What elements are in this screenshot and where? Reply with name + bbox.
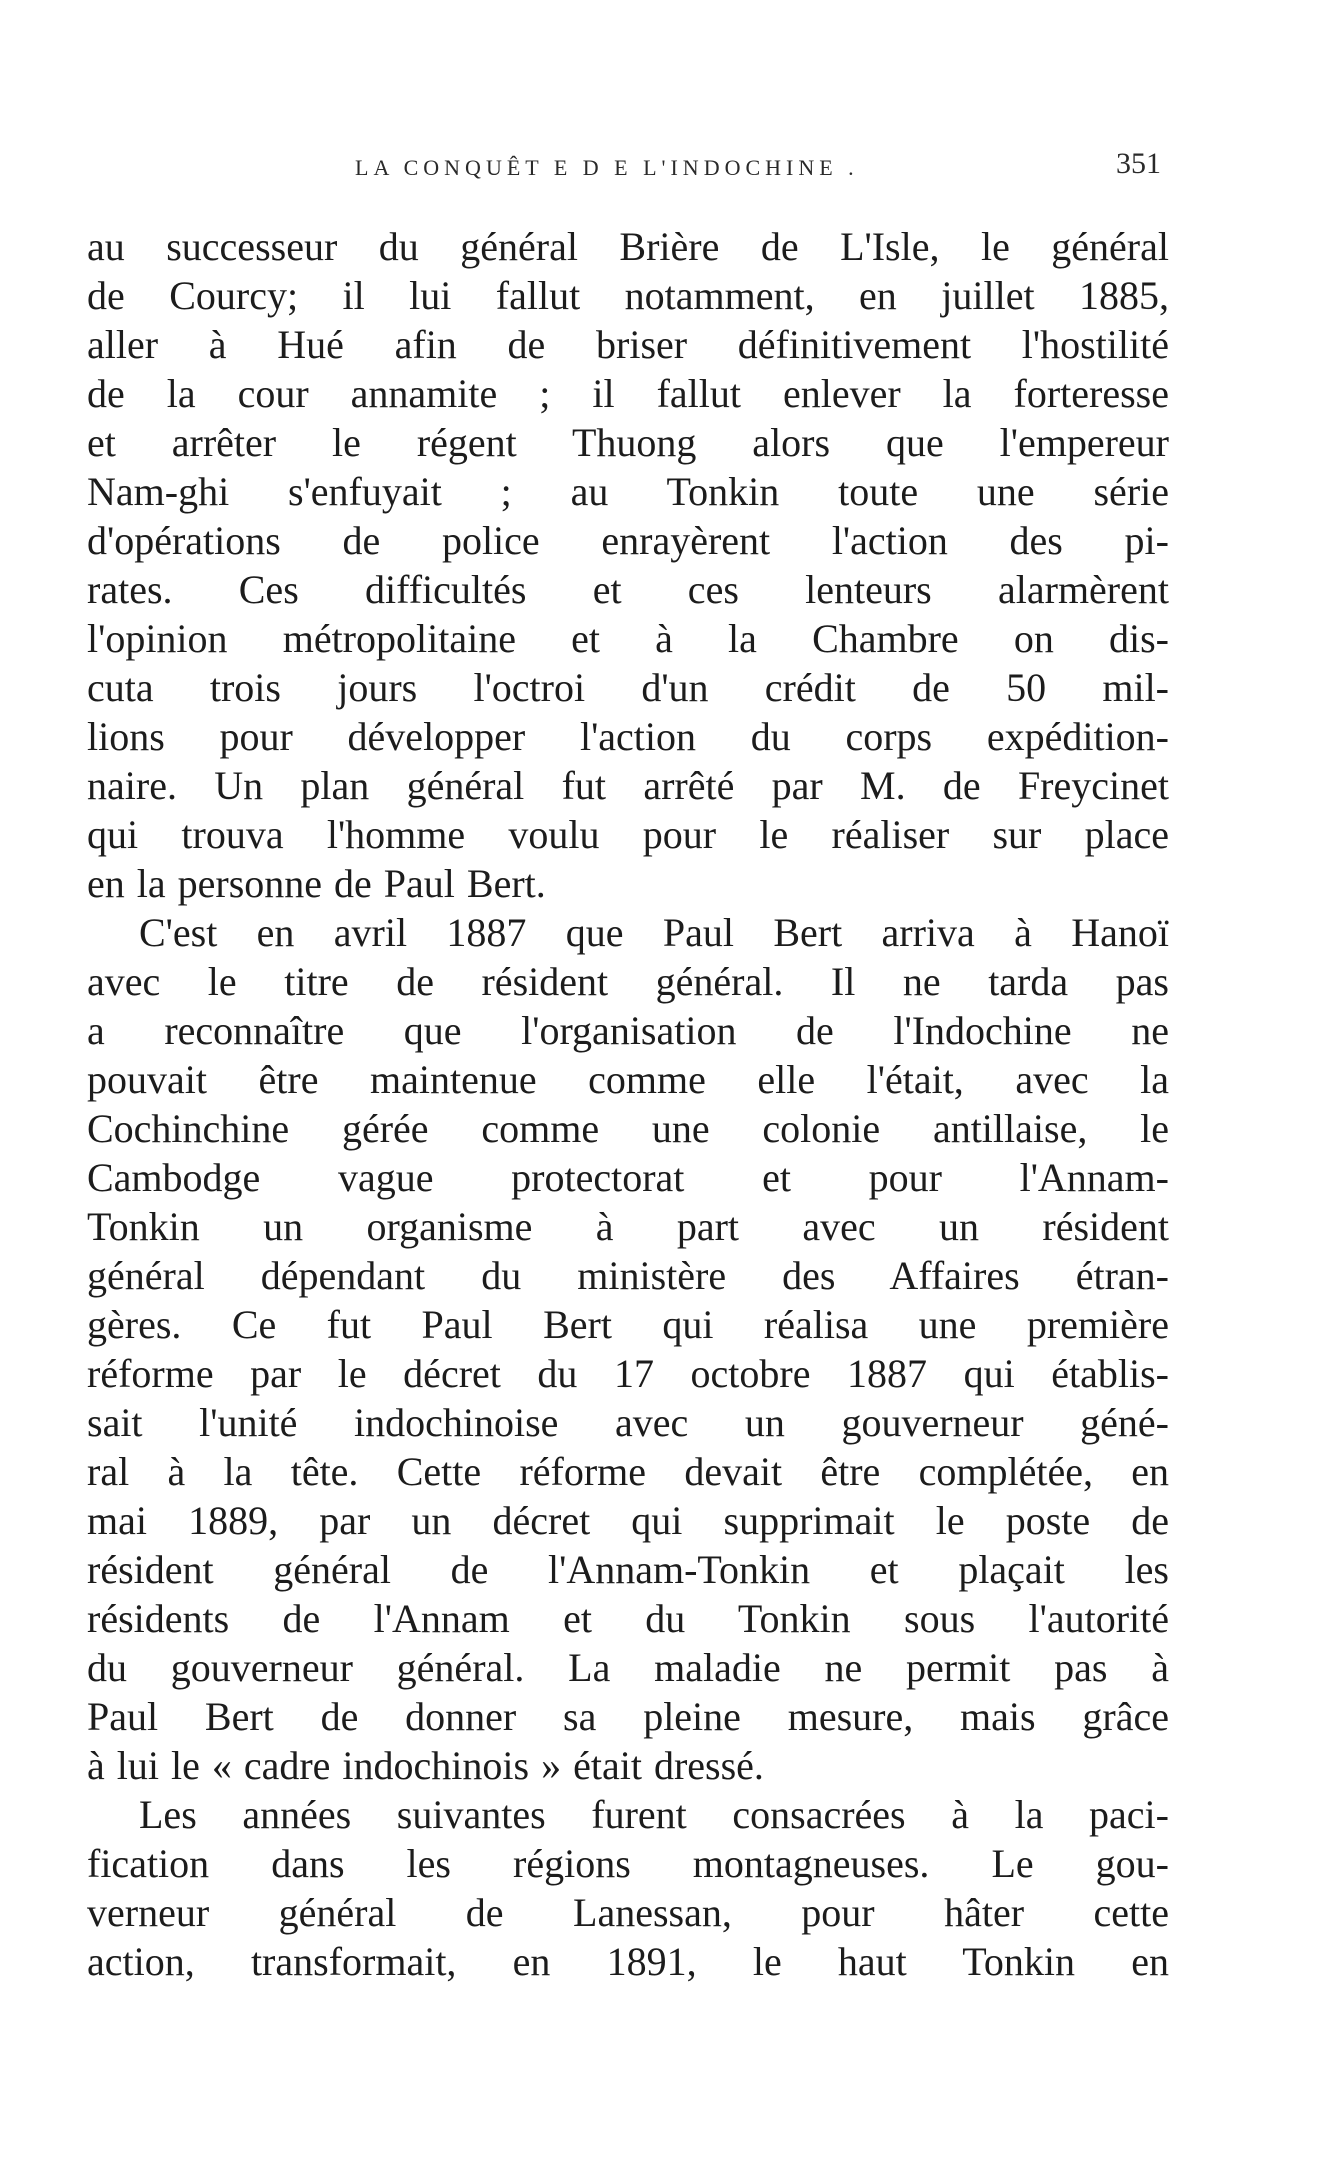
text-line: fication dans les régions montagneuses. Le gou- bbox=[87, 1841, 1169, 1886]
text-line: du gouverneur général. La maladie ne permit pas à bbox=[87, 1645, 1169, 1690]
text-line: avec le titre de résident général. Il ne tarda pas bbox=[87, 959, 1169, 1004]
text-line: ral à la tête. Cette réforme devait être complétée, en bbox=[87, 1449, 1169, 1494]
text-line: de la cour annamite ; il fallut enlever la forteresse bbox=[87, 371, 1169, 416]
text-line: Les années suivantes furent consacrées à la paci- bbox=[139, 1792, 1169, 1837]
text-line: aller à Hué afin de briser définitivement l'hostilité bbox=[87, 322, 1169, 367]
text-line: résidents de l'Annam et du Tonkin sous l'autorité bbox=[87, 1596, 1169, 1641]
text-line: l'opinion métropolitaine et à la Chambre on dis- bbox=[87, 616, 1169, 661]
text-line: gères. Ce fut Paul Bert qui réalisa une première bbox=[87, 1302, 1169, 1347]
text-line: naire. Un plan général fut arrêté par M. de Freycinet bbox=[87, 763, 1169, 808]
text-line: C'est en avril 1887 que Paul Bert arriva à Hanoï bbox=[139, 910, 1169, 955]
text-line: pouvait être maintenue comme elle l'était, avec la bbox=[87, 1057, 1169, 1102]
text-line: cuta trois jours l'octroi d'un crédit de 50 mil- bbox=[87, 665, 1169, 710]
text-line: Nam-ghi s'enfuyait ; au Tonkin toute une série bbox=[87, 469, 1169, 514]
text-line: de Courcy; il lui fallut notamment, en juillet 1885, bbox=[87, 273, 1169, 318]
text-line: en la personne de Paul Bert. bbox=[87, 861, 546, 906]
text-line: Cambodge vague protectorat et pour l'Annam- bbox=[87, 1155, 1169, 1200]
text-line: lions pour développer l'action du corps expédition- bbox=[87, 714, 1169, 759]
text-line: Tonkin un organisme à part avec un résident bbox=[87, 1204, 1169, 1249]
body-text bbox=[87, 222, 1169, 1986]
text-line: résident général de l'Annam-Tonkin et plaçait les bbox=[87, 1547, 1169, 1592]
text-line: verneur général de Lanessan, pour hâter cette bbox=[87, 1890, 1169, 1935]
running-title: LA CONQUÊT E D E L'INDOCHINE . bbox=[355, 155, 859, 180]
text-line: a reconnaître que l'organisation de l'Indochine ne bbox=[87, 1008, 1169, 1053]
text-line: et arrêter le régent Thuong alors que l'empereur bbox=[87, 420, 1169, 465]
text-line: action, transformait, en 1891, le haut Tonkin en bbox=[87, 1939, 1169, 1984]
text-line: au successeur du général Brière de L'Isle, le général bbox=[87, 224, 1169, 269]
text-line: mai 1889, par un décret qui supprimait le poste de bbox=[87, 1498, 1169, 1543]
text-line: réforme par le décret du 17 octobre 1887 qui établis- bbox=[87, 1351, 1169, 1396]
text-line: sait l'unité indochinoise avec un gouverneur géné- bbox=[87, 1400, 1169, 1445]
text-line: rates. Ces difficultés et ces lenteurs alarmèrent bbox=[87, 567, 1169, 612]
text-line: qui trouva l'homme voulu pour le réaliser sur place bbox=[87, 812, 1169, 857]
text-line: d'opérations de police enrayèrent l'action des pi- bbox=[87, 518, 1169, 563]
text-line: Cochinchine gérée comme une colonie antillaise, le bbox=[87, 1106, 1169, 1151]
page-number: 351 bbox=[1116, 147, 1161, 180]
text-line: général dépendant du ministère des Affaires étran- bbox=[87, 1253, 1169, 1298]
text-line: à lui le « cadre indochinois » était dressé. bbox=[87, 1743, 764, 1788]
text-line: Paul Bert de donner sa pleine mesure, mais grâce bbox=[87, 1694, 1169, 1739]
